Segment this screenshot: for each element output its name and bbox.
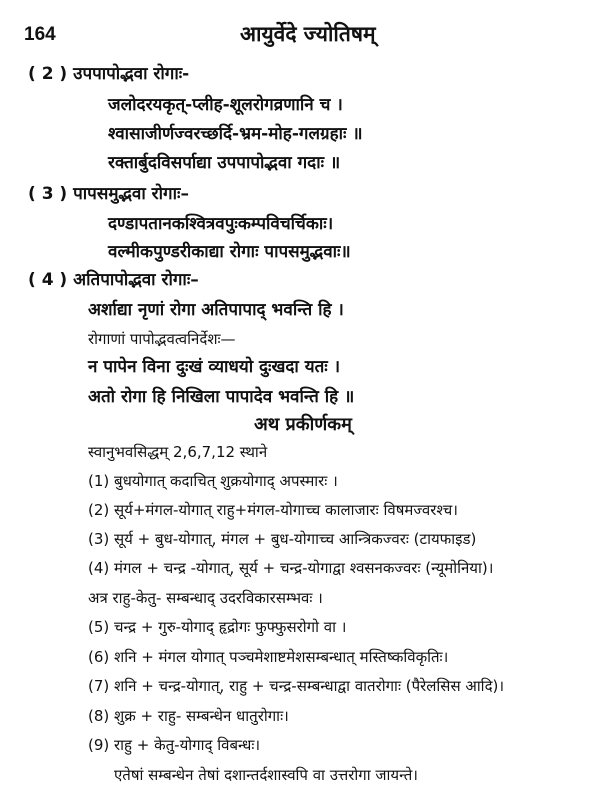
verse-line: वल्मीकपुण्डरीकाद्या रोगाः पापसमुद्भवाः॥ bbox=[108, 242, 351, 262]
section-heading-2: ( 2 ) उपपापोद्भवा रोगाः- bbox=[28, 64, 190, 84]
page-title: आयुर्वेदे ज्योतिषम् bbox=[240, 22, 376, 46]
verse-line: दण्डापतानकश्वित्रवपुःकम्पविचर्चिकाः। bbox=[108, 214, 334, 234]
list-item: (7) शनि + चन्द्र-योगात्, राहु + चन्द्र-सम्बन्धाद्वा वातरोगाः (पैरेलसिस आदि)। bbox=[88, 677, 505, 695]
list-item: (4) मंगल + चन्द्र -योगात्, सूर्य + चन्द्र-योगाद्वा श्वसनकज्वरः (न्यूमोनिया)। bbox=[88, 559, 494, 577]
page-number: 164 bbox=[24, 24, 56, 45]
verse-line: रक्तार्बुदविसर्पाद्या उपपापोद्भवा गदाः ॥ bbox=[108, 153, 341, 173]
verse-line: श्वासाजीर्णज्वरच्छर्दि-भ्रम-मोह-गलग्रहाः ॥ bbox=[108, 124, 363, 144]
list-item: अत्र राहु-केतु- सम्बन्धाद् उदरविकारसम्भवः । bbox=[88, 589, 323, 607]
list-item: (5) चन्द्र + गुरु-योगाद् हृद्रोगः फुफ्फुसरोगो वा । bbox=[88, 618, 347, 636]
commentary-line: रोगाणां पापोद्भवत्वनिर्देशः— bbox=[88, 330, 236, 348]
subheading: अथ प्रकीर्णकम् bbox=[254, 414, 352, 435]
list-item: (6) शनि + मंगल योगात् पञ्चमेशाष्टमेशसम्बन्धात् मस्तिष्कविकृतिः। bbox=[88, 648, 449, 666]
intro-line: स्वानुभवसिद्धम् 2,6,7,12 स्थाने bbox=[88, 443, 268, 461]
closing-line: एतेषां सम्बन्धेन तेषां दशान्तर्दशास्वपि वा उत्तरोगा जायन्ते। bbox=[114, 766, 418, 784]
list-item: (9) राहु + केतु-योगाद् विबन्धः। bbox=[88, 736, 261, 754]
verse-line: न पापेन विना दुःखं व्याधयो दुःखदा यतः । bbox=[88, 357, 341, 377]
list-item: (8) शुक्र + राहु- सम्बन्धेन धातुरोगाः। bbox=[88, 707, 289, 725]
list-item: (2) सूर्य+मंगल-योगात् राहु+मंगल-योगाच्च कालाजारः विषमज्वरश्च। bbox=[88, 501, 458, 519]
list-item: (1) बुधयोगात् कदाचित् शुक्रयोगाद् अपस्मारः । bbox=[88, 472, 338, 490]
verse-line: अर्शाद्या नृणां रोगा अतिपापाद् भवन्ति हि । bbox=[88, 300, 344, 320]
verse-line: अतो रोगा हि निखिला पापादेव भवन्ति हि ॥ bbox=[88, 387, 355, 407]
section-heading-4: ( 4 ) अतिपापोद्भवा रोगाः– bbox=[28, 270, 199, 290]
section-heading-3: ( 3 ) पापसमुद्भवा रोगाः– bbox=[28, 184, 189, 204]
verse-line: जलोदरयकृत्-प्लीह-शूलरोगव्रणानि च । bbox=[108, 95, 343, 115]
list-item: (3) सूर्य + बुध-योगात्, मंगल + बुध-योगाच्च आन्त्रिकज्वरः (टायफाइड) bbox=[88, 530, 477, 548]
